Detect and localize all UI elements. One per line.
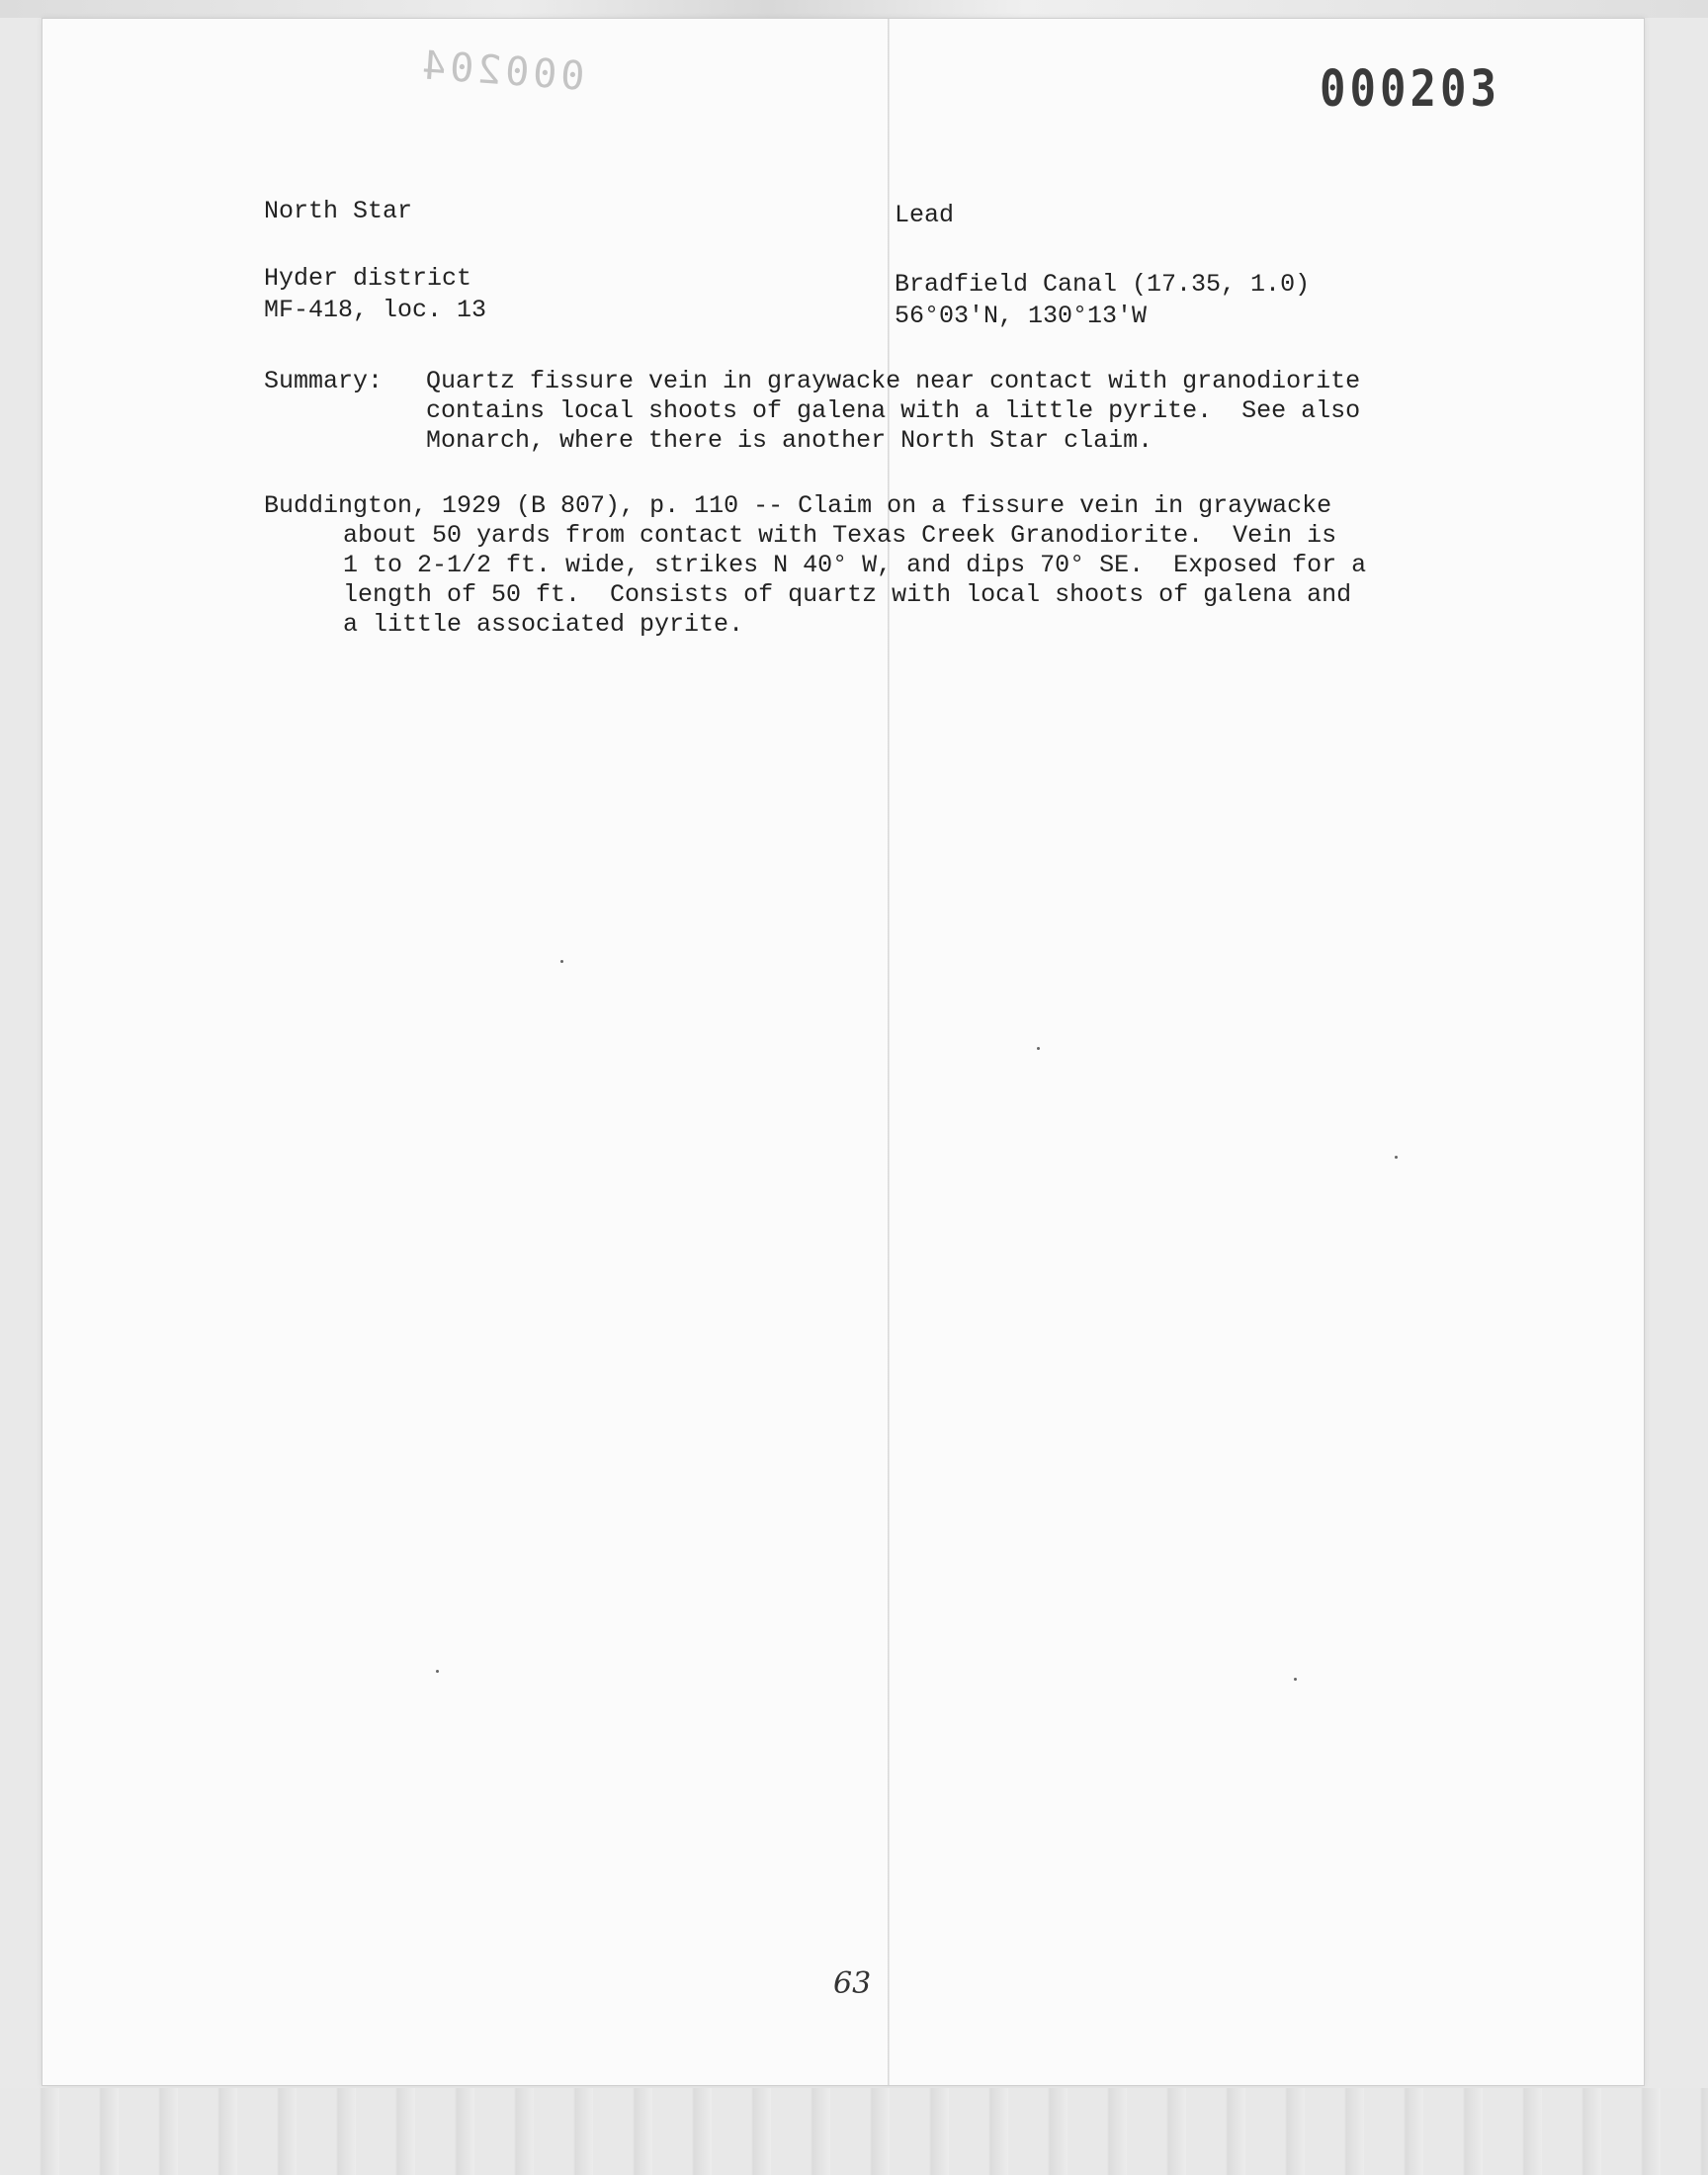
reference-line: length of 50 ft. Consists of quartz with local shoots of galena and	[343, 580, 1352, 609]
quadrangle: Bradfield Canal (17.35, 1.0)	[895, 270, 1311, 299]
summary-label: Summary:	[264, 367, 384, 395]
reference-paragraph	[264, 491, 1549, 640]
scanner-edge-top	[0, 0, 1708, 18]
scanner-edge-bottom	[0, 2088, 1708, 2175]
scan-speck	[1395, 1156, 1398, 1159]
district-name: Hyder district	[264, 264, 472, 293]
document-page	[42, 18, 1645, 2086]
reference-line: about 50 yards from contact with Texas Creek Granodiorite. Vein is	[343, 521, 1337, 550]
scan-speck	[436, 1670, 439, 1673]
faint-stamp-number: 000204	[416, 43, 586, 100]
summary-line: Quartz fissure vein in graywacke near contact with granodiorite	[426, 367, 1361, 395]
fold-line	[888, 19, 890, 2085]
reference-line: a little associated pyrite.	[343, 610, 744, 639]
scan-speck	[1037, 1047, 1040, 1050]
summary-text	[426, 367, 1494, 456]
summary-line: contains local shoots of galena with a little pyrite. See also	[426, 396, 1361, 425]
reference-line: 1 to 2-1/2 ft. wide, strikes N 40° W, and dips 70° SE. Exposed for a	[343, 551, 1367, 579]
scan-speck	[1294, 1678, 1297, 1681]
commodity: Lead	[895, 201, 955, 229]
scan-speck	[560, 960, 563, 963]
summary-line: Monarch, where there is another North Star claim.	[426, 426, 1153, 455]
occurrence-name: North Star	[264, 197, 413, 225]
map-reference: MF-418, loc. 13	[264, 296, 487, 324]
reference-line: Buddington, 1929 (B 807), p. 110 -- Claim on a fissure vein in graywacke	[264, 491, 1332, 520]
page-id-stamp: 000203	[1320, 60, 1500, 119]
page-number: 63	[833, 1966, 872, 2001]
coordinates: 56°03'N, 130°13'W	[895, 302, 1148, 330]
